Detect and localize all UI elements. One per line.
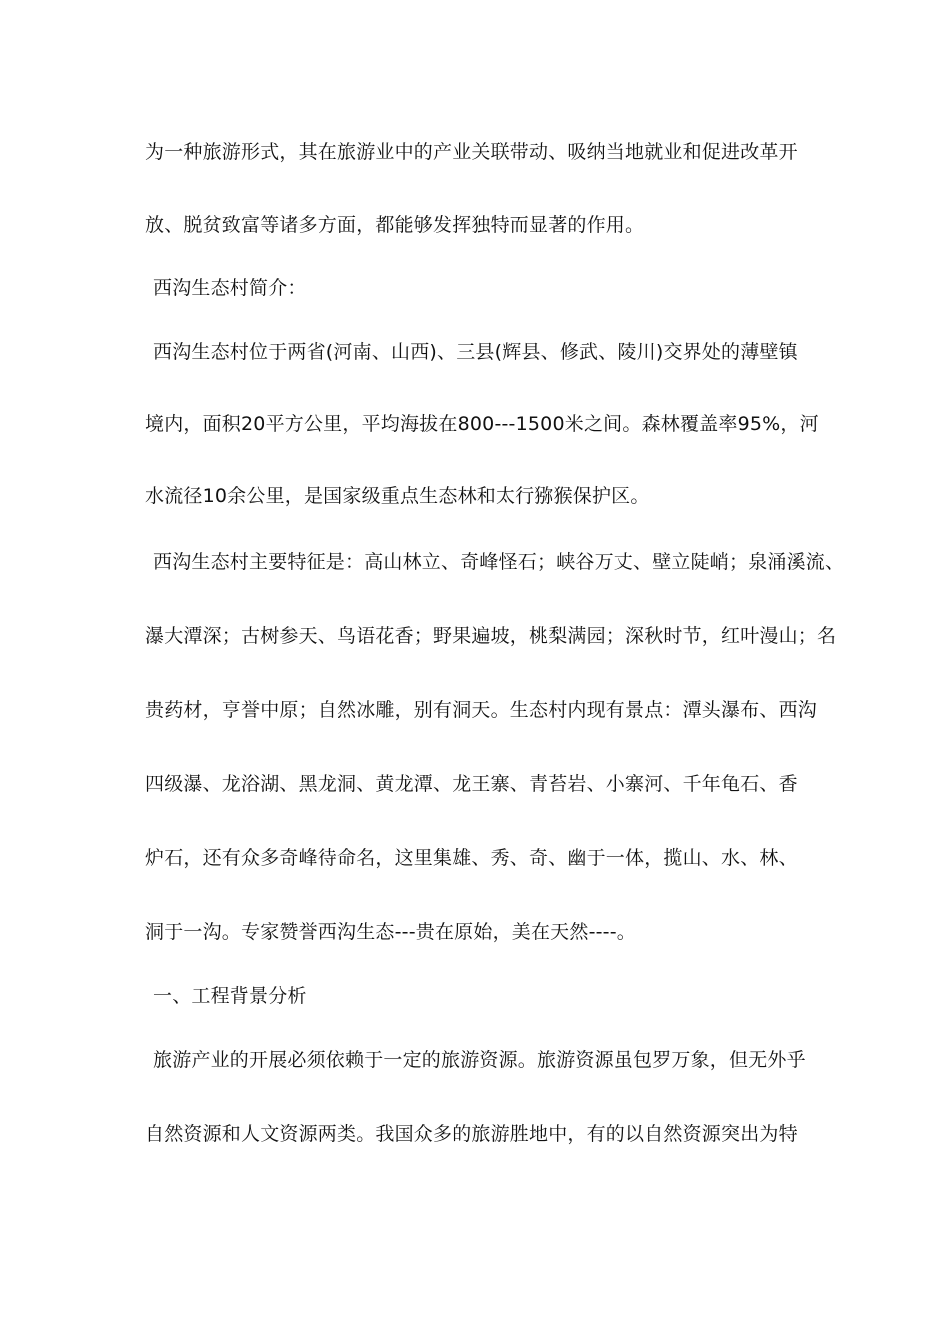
paragraph-line-5: 水流径10余公里，是国家级重点生态林和太行猕猴保护区。 [145,485,650,507]
paragraph-line-1: 为一种旅游形式，其在旅游业中的产业关联带动、吸纳当地就业和促进改革开 [145,141,798,163]
paragraph-line-12: 旅游产业的开展必须依赖于一定的旅游资源。旅游资源虽包罗万象，但无外乎 [153,1049,806,1071]
paragraph-line-10: 炉石，还有众多奇峰待命名，这里集雄、秀、奇、幽于一体，揽山、水、林、 [145,847,798,869]
paragraph-line-9: 四级瀑、龙浴湖、黑龙洞、黄龙潭、龙王寨、青苔岩、小寨河、千年龟石、香 [145,773,798,795]
section-heading-introduction: 西沟生态村简介： [153,277,307,299]
paragraph-line-2: 放、脱贫致富等诸多方面，都能够发挥独特而显著的作用。 [145,214,645,236]
paragraph-line-8: 贵药材，亨誉中原；自然冰雕，别有洞天。生态村内现有景点：潭头瀑布、西沟 [145,699,818,721]
paragraph-line-7: 瀑大潭深；古树参天、鸟语花香；野果遍坡，桃梨满园；深秋时节，红叶漫山；名 [145,625,837,647]
paragraph-line-4: 境内，面积20平方公里，平均海拔在800---1500米之间。森林覆盖率95%，河 [145,413,819,435]
paragraph-line-3: 西沟生态村位于两省(河南、山西)、三县(辉县、修武、陵川)交界处的薄壁镇 [153,341,798,363]
paragraph-line-13: 自然资源和人文资源两类。我国众多的旅游胜地中，有的以自然资源突出为特 [145,1123,798,1145]
paragraph-line-6: 西沟生态村主要特征是：高山林立、奇峰怪石；峡谷万丈、壁立陡峭；泉涌溪流、 [153,551,845,573]
section-heading-background: 一、工程背景分析 [153,985,307,1007]
paragraph-line-11: 洞于一沟。专家赞誉西沟生态---贵在原始，美在天然----。 [145,921,636,943]
